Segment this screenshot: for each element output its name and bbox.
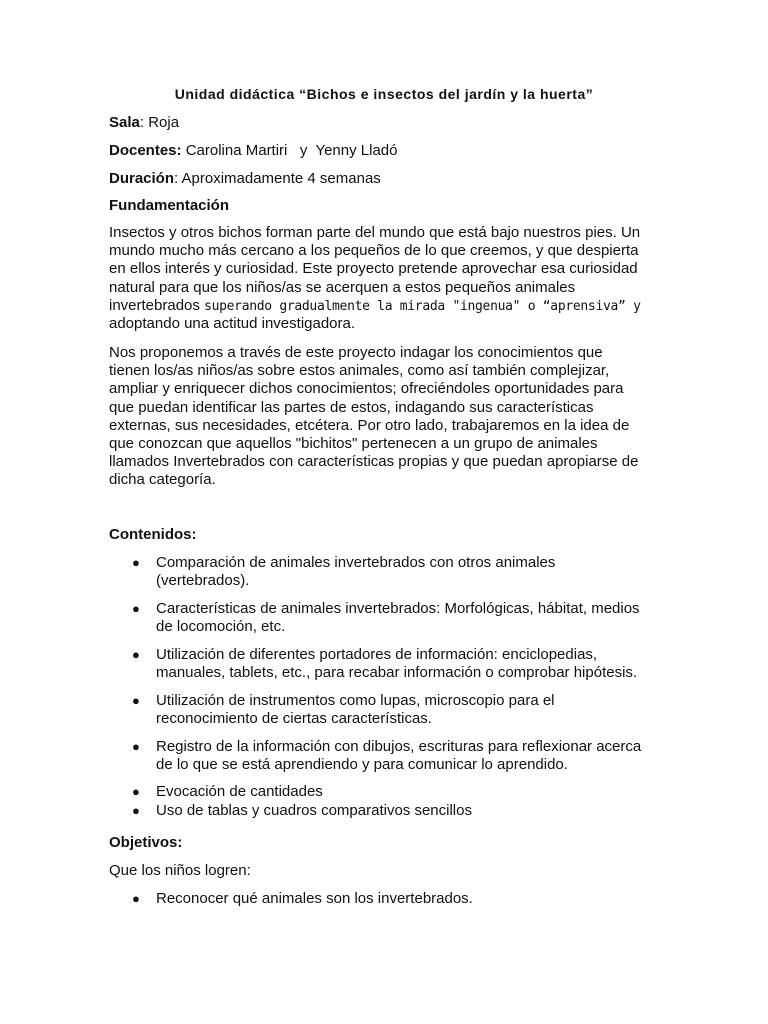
list-item-text (156, 692, 555, 728)
list-item-line: manuales, tablets, etc., para recabar información o comprobar hipótesis. (156, 664, 638, 682)
list-item-line: Utilización de instrumentos como lupas, microscopio para el (156, 692, 555, 709)
list-item-line: Características de animales invertebrados: Morfológicas, hábitat, medios (156, 600, 640, 617)
paragraph-line: llamados Invertebrados con características propias y que puedan apropiarse de (109, 453, 639, 471)
paragraph-line: Insectos y otros bichos forman parte del mundo que está bajo nuestros pies. Un (109, 224, 641, 241)
duracion-label: Duración (109, 170, 175, 187)
list-item-text (156, 890, 473, 908)
paragraph-line: natural para que los niños/as se acerquen a estos pequeños animales (109, 278, 576, 296)
list-item-text (156, 600, 640, 636)
objetivos-intro: Que los niños logren: (109, 862, 251, 879)
fundamentacion-heading (109, 197, 229, 215)
list-item-text (156, 554, 555, 590)
list-item-line: (vertebrados). (156, 572, 250, 590)
document-title: Unidad didáctica “Bichos e insectos del jardín y la huerta” (174, 86, 594, 102)
sala-value: : Roja (139, 114, 180, 131)
paragraph-line: dicha categoría. (109, 471, 216, 489)
duracion-line (109, 170, 381, 188)
objetivos-heading-text: Objetivos: (109, 834, 183, 851)
paragraph-line: que puedan identificar las partes de estos, indagando sus características (109, 398, 594, 416)
objetivos-heading (109, 834, 182, 852)
docentes-label: Docentes: (109, 142, 182, 159)
list-item-line: de lo que se está aprendiendo y para comunicar lo aprendido. (156, 756, 568, 774)
fundamentacion-heading-text: Fundamentación (109, 197, 230, 214)
list-item-line: Registro de la información con dibujos, escrituras para reflexionar acerca (156, 738, 642, 755)
list-item-line: Uso de tablas y cuadros comparativos sencillos (156, 802, 472, 819)
sala-label: Sala (109, 114, 140, 131)
fundamentacion-paragraph-1 (109, 224, 641, 333)
list-item-line: Reconocer qué animales son los invertebrados. (156, 890, 473, 907)
paragraph-line: mundo mucho más cercano a los pequeños de lo que creemos, y que despierta (109, 242, 639, 260)
contenidos-heading-text: Contenidos: (109, 526, 197, 543)
list-item-line: reconocimiento de ciertas características. (156, 710, 432, 728)
paragraph-fragment-alt-font: superando gradualmente la mirada "ingenua" o “aprensiva” y (204, 298, 641, 314)
paragraph-line: adoptando una actitud investigadora. (109, 314, 356, 332)
paragraph-line-mixed (109, 297, 641, 315)
duracion-value: : Aproximadamente 4 semanas (174, 170, 381, 187)
list-item-line: Comparación de animales invertebrados con otros animales (156, 554, 556, 571)
list-item-text (156, 802, 472, 820)
bullet-icon: ● (132, 891, 140, 906)
contenidos-heading (109, 526, 197, 544)
list-item-text (156, 783, 323, 801)
fundamentacion-paragraph-2 (109, 344, 638, 490)
bullet-icon: ● (132, 739, 140, 754)
sala-line (109, 114, 179, 132)
bullet-icon: ● (132, 784, 140, 799)
paragraph-line: que conozcan que aquellos "bichitos" pertenecen a un grupo de animales (109, 434, 598, 452)
list-item-line: de locomoción, etc. (156, 618, 286, 636)
bullet-icon: ● (132, 601, 140, 616)
list-item-text (156, 738, 641, 774)
bullet-icon: ● (132, 647, 140, 662)
list-item-line: Utilización de diferentes portadores de información: enciclopedias, (156, 646, 598, 663)
bullet-icon: ● (132, 693, 140, 708)
paragraph-line: ampliar y enriquecer dichos conocimientos; ofreciéndoles oportunidades para (109, 380, 624, 398)
docentes-line (109, 142, 397, 160)
paragraph-line: Nos proponemos a través de este proyecto indagar los conocimientos que (109, 344, 603, 361)
paragraph-line: externas, sus necesidades, etcétera. Por otro lado, trabajaremos en la idea de (109, 416, 630, 434)
list-item-text (156, 646, 637, 682)
paragraph-fragment: invertebrados (109, 296, 205, 314)
paragraph-line: en ellos interés y curiosidad. Este proyecto pretende aprovechar esa curiosidad (109, 260, 638, 278)
paragraph-line: tienen los/as niños/as sobre estos animales, como así también complejizar, (109, 362, 610, 380)
bullet-icon: ● (132, 555, 140, 570)
bullet-icon: ● (132, 803, 140, 818)
list-item-line: Evocación de cantidades (156, 783, 323, 800)
docentes-value: Carolina Martiri y Yenny Lladó (181, 142, 398, 159)
